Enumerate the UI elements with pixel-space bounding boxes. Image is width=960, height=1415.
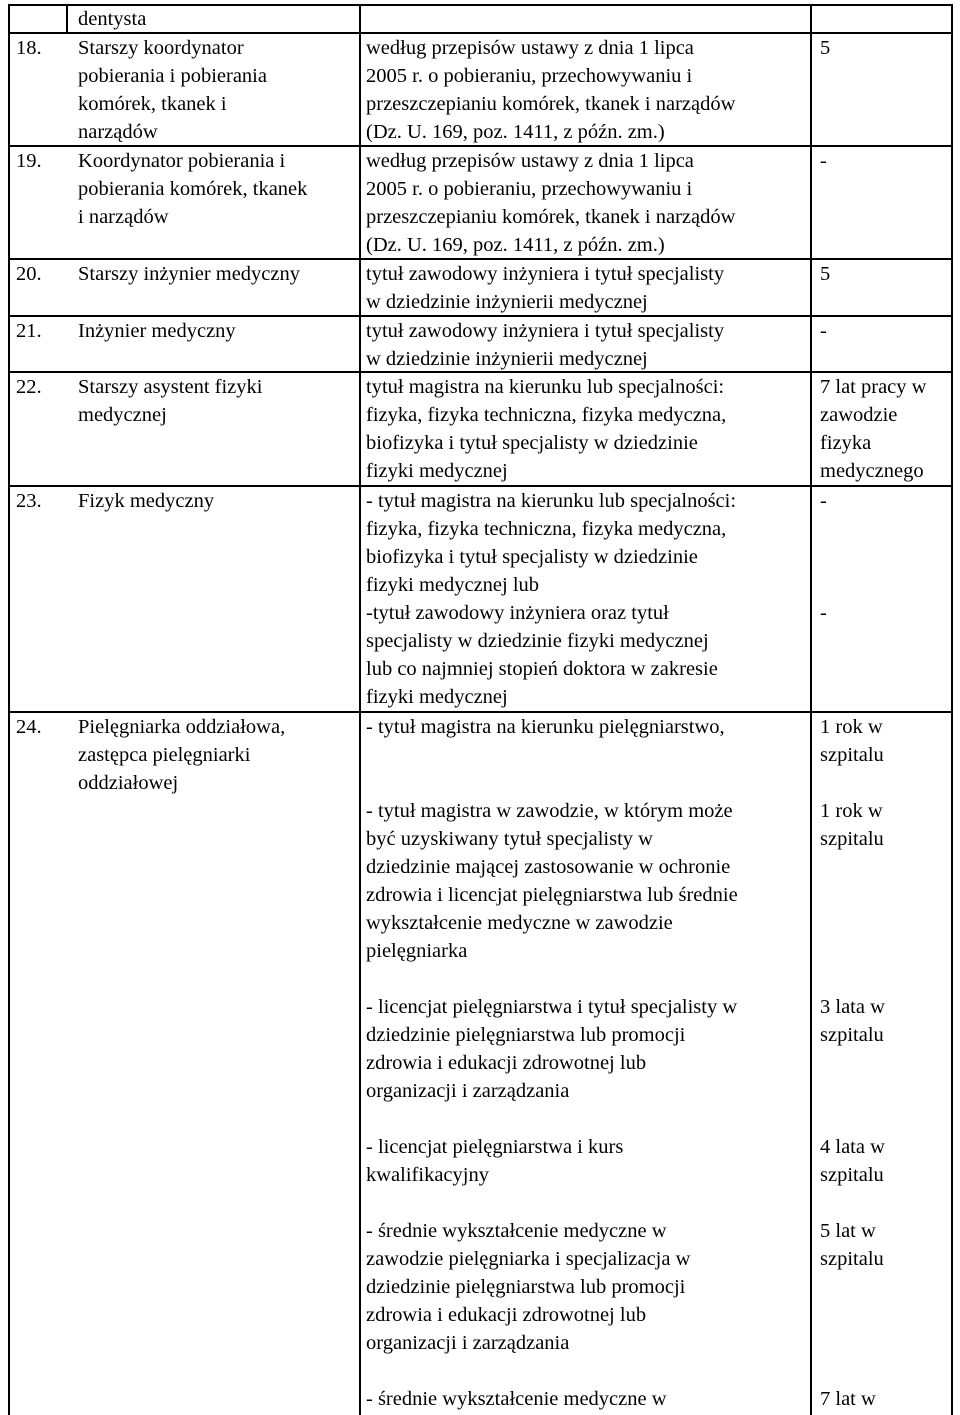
position-text-line: Koordynator pobierania i: [78, 150, 286, 172]
requirements-text-line: - licencjat pielęgniarstwa i tytuł specjalisty w: [366, 996, 738, 1018]
requirements-text-line: - tytuł magistra na kierunku lub specjalności:: [366, 490, 737, 512]
position-text-line: oddziałowej: [78, 772, 179, 794]
column-divider-position: [359, 4, 361, 1415]
experience-text-line: medycznego: [820, 460, 924, 482]
requirements-text-line: - tytuł magistra w zawodzie, w którym może: [366, 800, 733, 822]
experience-text-line: 5 lat w: [820, 1220, 876, 1242]
experience-text-line: 1 rok w: [820, 800, 883, 822]
requirements-text-line: według przepisów ustawy z dnia 1 lipca: [366, 150, 694, 172]
requirements-text-line: dziedzinie pielęgniarstwa lub promocji: [366, 1024, 686, 1046]
experience-text-line: -: [820, 150, 827, 172]
position-text-line: komórek, tkanek i: [78, 93, 227, 115]
table-border-left: [8, 4, 10, 1415]
experience-text-line: szpitalu: [820, 744, 884, 766]
requirements-text-line: -tytuł zawodowy inżyniera oraz tytuł: [366, 602, 669, 624]
requirements-text-line: biofizyka i tytuł specjalisty w dziedzinie: [366, 432, 698, 454]
requirements-text-line: według przepisów ustawy z dnia 1 lipca: [366, 37, 694, 59]
requirements-text-line: lub co najmniej stopień doktora w zakresie: [366, 658, 718, 680]
requirements-text-line: zdrowia i edukacji zdrowotnej lub: [366, 1304, 647, 1326]
experience-text-line: -: [820, 602, 827, 624]
column-divider-requirements: [810, 4, 812, 1415]
position-text-line: pobierania i pobierania: [78, 65, 267, 87]
position-text-line: Starszy koordynator: [78, 37, 244, 59]
requirements-text-line: fizyka, fizyka techniczna, fizyka medyczna,: [366, 518, 727, 540]
requirements-text-line: - licencjat pielęgniarstwa i kurs: [366, 1136, 624, 1158]
header-cell-text: dentysta: [78, 8, 147, 30]
requirements-text-line: tytuł zawodowy inżyniera i tytuł specjalisty: [366, 263, 725, 285]
row-number: 23.: [16, 490, 42, 512]
requirements-text-line: (Dz. U. 169, poz. 1411, z późn. zm.): [366, 234, 665, 256]
requirements-text-line: pielęgniarka: [366, 940, 468, 962]
requirements-text-line: 2005 r. o pobieraniu, przechowywaniu i: [366, 65, 693, 87]
position-text-line: Starszy asystent fizyki: [78, 376, 263, 398]
experience-text-line: 5: [820, 37, 831, 59]
requirements-text-line: zawodzie pielęgniarka i specjalizacja w: [366, 1248, 691, 1270]
requirements-text-line: przeszczepianiu komórek, tkanek i narządów: [366, 206, 736, 228]
requirements-text-line: dziedzinie mającej zastosowanie w ochronie: [366, 856, 731, 878]
requirements-text-line: przeszczepianiu komórek, tkanek i narządów: [366, 93, 736, 115]
experience-text-line: 4 lata w: [820, 1136, 885, 1158]
row-number: 18.: [16, 37, 42, 59]
requirements-text-line: tytuł magistra na kierunku lub specjalności:: [366, 376, 725, 398]
requirements-text-line: specjalisty w dziedzinie fizyki medycznej: [366, 630, 709, 652]
row-border-top: [8, 4, 953, 6]
requirements-text-line: biofizyka i tytuł specjalisty w dziedzinie: [366, 546, 698, 568]
position-text-line: zastępca pielęgniarki: [78, 744, 251, 766]
experience-text-line: -: [820, 490, 827, 512]
requirements-text-line: - tytuł magistra na kierunku pielęgniarstwo,: [366, 716, 725, 738]
position-text-line: narządów: [78, 121, 158, 143]
position-text-line: Starszy inżynier medyczny: [78, 263, 301, 285]
position-text-line: Inżynier medyczny: [78, 320, 236, 342]
column-divider-number: [66, 4, 68, 32]
position-text-line: pobierania komórek, tkanek: [78, 178, 308, 200]
requirements-text-line: fizyki medycznej lub: [366, 574, 540, 596]
requirements-text-line: 2005 r. o pobieraniu, przechowywaniu i: [366, 178, 693, 200]
requirements-text-line: fizyki medycznej: [366, 686, 508, 708]
experience-text-line: 7 lat pracy w: [820, 376, 927, 398]
requirements-text-line: fizyki medycznej: [366, 460, 508, 482]
experience-text-line: 5: [820, 263, 831, 285]
requirements-text-line: (Dz. U. 169, poz. 1411, z późn. zm.): [366, 121, 665, 143]
requirements-text-line: organizacji i zarządzania: [366, 1080, 570, 1102]
row-number: 21.: [16, 320, 42, 342]
position-text-line: i narządów: [78, 206, 169, 228]
requirements-text-line: - średnie wykształcenie medyczne w: [366, 1388, 667, 1410]
experience-text-line: 1 rok w: [820, 716, 883, 738]
requirements-text-line: - średnie wykształcenie medyczne w: [366, 1220, 667, 1242]
requirements-text-line: zdrowia i licencjat pielęgniarstwa lub średnie: [366, 884, 738, 906]
requirements-text-line: tytuł zawodowy inżyniera i tytuł specjalisty: [366, 320, 725, 342]
position-text-line: Pielęgniarka oddziałowa,: [78, 716, 286, 738]
experience-text-line: 3 lata w: [820, 996, 885, 1018]
requirements-text-line: fizyka, fizyka techniczna, fizyka medyczna,: [366, 404, 727, 426]
requirements-text-line: dziedzinie pielęgniarstwa lub promocji: [366, 1276, 686, 1298]
experience-text-line: zawodzie: [820, 404, 898, 426]
requirements-text-line: zdrowia i edukacji zdrowotnej lub: [366, 1052, 647, 1074]
experience-text-line: szpitalu: [820, 1248, 884, 1270]
row-number: 19.: [16, 150, 42, 172]
requirements-text-line: kwalifikacyjny: [366, 1164, 489, 1186]
experience-text-line: -: [820, 320, 827, 342]
requirements-text-line: być uzyskiwany tytuł specjalisty w: [366, 828, 653, 850]
row-number: 20.: [16, 263, 42, 285]
table-border-right: [951, 4, 953, 1415]
requirements-text-line: wykształcenie medyczne w zawodzie: [366, 912, 673, 934]
requirements-text-line: organizacji i zarządzania: [366, 1332, 570, 1354]
position-text-line: Fizyk medyczny: [78, 490, 215, 512]
experience-text-line: fizyka: [820, 432, 872, 454]
experience-text-line: szpitalu: [820, 828, 884, 850]
experience-text-line: szpitalu: [820, 1164, 884, 1186]
experience-text-line: 7 lat w: [820, 1388, 876, 1410]
requirements-text-line: w dziedzinie inżynierii medycznej: [366, 291, 648, 313]
row-number: 24.: [16, 716, 42, 738]
position-text-line: medycznej: [78, 404, 167, 426]
row-number: 22.: [16, 376, 42, 398]
experience-text-line: szpitalu: [820, 1024, 884, 1046]
requirements-text-line: w dziedzinie inżynierii medycznej: [366, 348, 648, 370]
